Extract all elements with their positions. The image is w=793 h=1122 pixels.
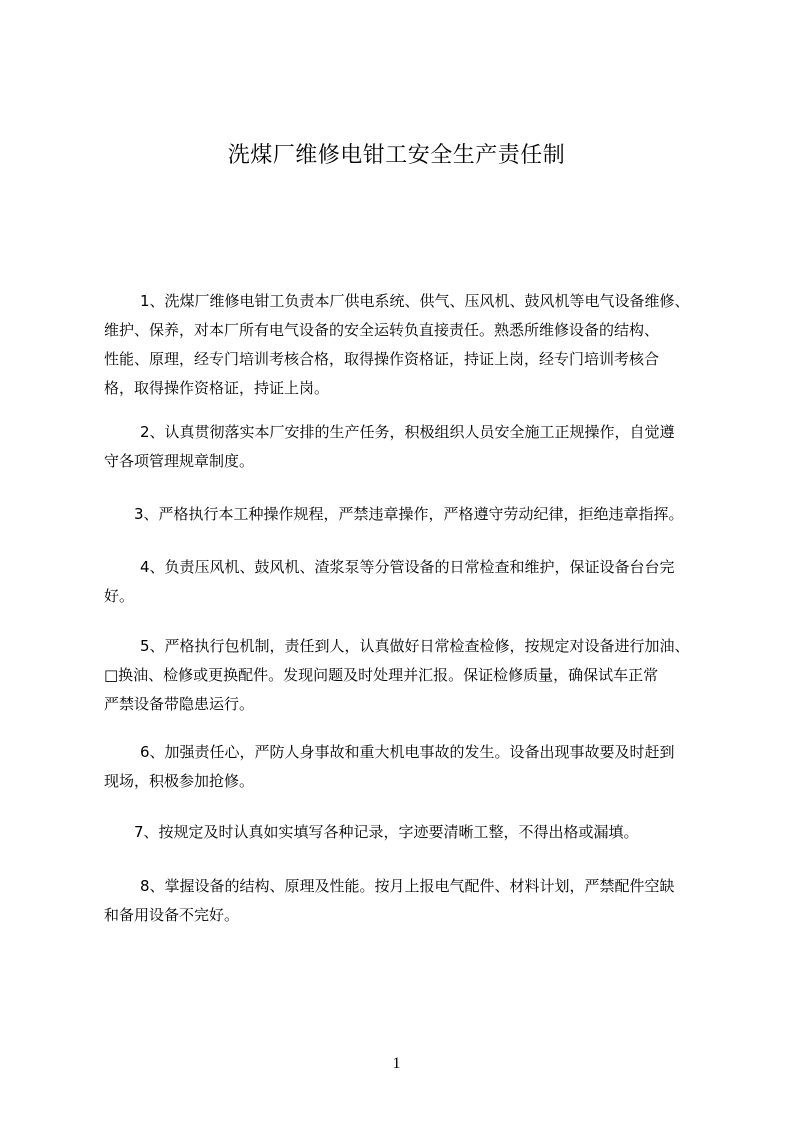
paragraph-line: 现场，积极参加抢修。 bbox=[104, 772, 255, 790]
paragraph-3 bbox=[104, 500, 724, 529]
paragraph-line: 性能、原理，经专门培训考核合格，取得操作资格证，持证上岗，经专门培训考核合 bbox=[104, 350, 660, 368]
page-number: 1 bbox=[392, 1055, 401, 1072]
paragraph-line: 1、洗煤厂维修电钳工负责本厂供电系统、供气、压风机、鼓风机等电气设备维修、 bbox=[140, 292, 690, 310]
paragraph-line: 4、负责压风机、鼓风机、渣浆泵等分管设备的日常检查和维护，保证设备台台完 bbox=[140, 558, 675, 576]
paragraph-line: 3、严格执行本工种操作规程，严禁违章操作，严格遵守劳动纪律，拒绝违章指挥。 bbox=[134, 505, 684, 523]
paragraph-line: 好。 bbox=[104, 587, 135, 605]
paragraph-5 bbox=[104, 632, 724, 719]
paragraph-line: 和备用设备不完好。 bbox=[104, 906, 240, 924]
paragraph-4 bbox=[104, 553, 724, 611]
document-title: 洗煤厂维修电钳工安全生产责任制 bbox=[227, 143, 566, 168]
paragraph-line: 6、加强责任心，严防人身事故和重大机电事故的发生。设备出现事故要及时赶到 bbox=[140, 743, 675, 761]
paragraph-2 bbox=[104, 418, 724, 476]
paragraph-line: 严禁设备带隐患运行。 bbox=[104, 695, 255, 713]
paragraph-line: 8、掌握设备的结构、原理及性能。按月上报电气配件、材料计划，严禁配件空缺 bbox=[140, 877, 675, 895]
paragraph-line: □换油、检修或更换配件。发现问题及时处理并汇报。保证检修质量，确保试车正常 bbox=[104, 666, 659, 684]
paragraph-1 bbox=[104, 287, 724, 403]
paragraph-7 bbox=[104, 818, 724, 847]
paragraph-line: 守各项管理规章制度。 bbox=[104, 452, 255, 470]
paragraph-line: 格，取得操作资格证，持证上岗。 bbox=[104, 379, 330, 397]
paragraph-line: 2、认真贯彻落实本厂安排的生产任务，积极组织人员安全施工正规操作，自觉遵 bbox=[140, 423, 675, 441]
paragraph-line: 7、按规定及时认真如实填写各种记录，字迹要清晰工整，不得出格或漏填。 bbox=[134, 823, 639, 841]
paragraph-line: 维护、保养，对本厂所有电气设备的安全运转负直接责任。熟悉所维修设备的结构、 bbox=[104, 321, 660, 339]
paragraph-line: 5、严格执行包机制，责任到人，认真做好日常检查检修，按规定对设备进行加油、 bbox=[140, 637, 690, 655]
paragraph-8 bbox=[104, 872, 724, 930]
paragraph-6 bbox=[104, 738, 724, 796]
